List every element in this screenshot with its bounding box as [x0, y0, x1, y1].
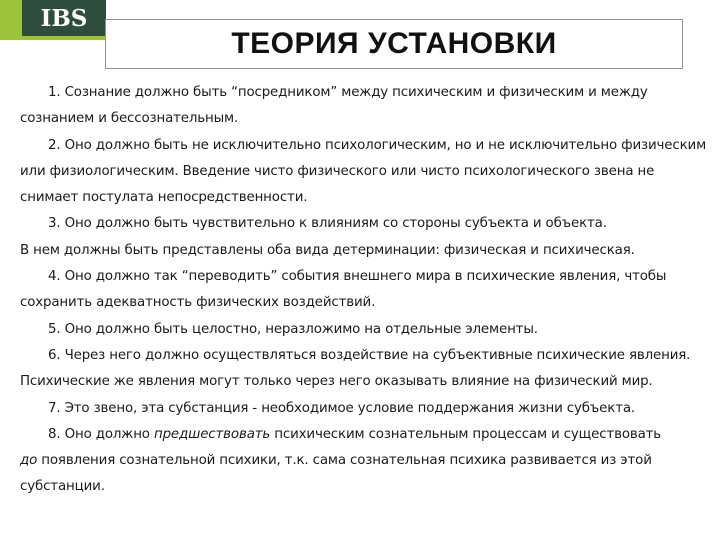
slide-title: ТЕОРИЯ УСТАНОВКИ — [231, 27, 557, 60]
paragraph-9-emphasis: до — [20, 453, 38, 469]
paragraph-3: 3. Оно должно быть чувствительно к влияниям со стороны субъекта и объекта. — [48, 216, 607, 232]
title-box — [105, 19, 683, 69]
logo-text: IBS — [22, 0, 106, 36]
paragraph-9 — [20, 448, 712, 501]
paragraph-5: 5. Оно должно быть целостно, неразложимо на отдельные элементы. — [48, 321, 538, 337]
paragraph-8-text-b: психическим сознательным процессам и существовать — [270, 426, 662, 442]
paragraph-7: 7. Это звено, эта субстанция - необходимое условие поддержания жизни субъекта. — [48, 400, 636, 416]
paragraph-2: 2. Оно должно быть не исключительно психологическим, но и не исключительно физическим или физиологическим. Введение чисто физического или чисто психологического звена не снимает постулата непосредственности. — [20, 137, 707, 206]
paragraph-3-continuation: В нем должны быть представлены оба вида детерминации: физическая и психическая. — [20, 242, 635, 258]
paragraph-8 — [20, 422, 712, 448]
logo-underline — [22, 36, 106, 40]
slide-content — [20, 80, 712, 501]
logo-green-bar — [0, 0, 22, 40]
paragraph-8-emphasis: предшествовать — [153, 426, 271, 442]
paragraph-6: 6. Через него должно осуществляться воздействие на субъективные психические явления. — [48, 347, 691, 363]
paragraph-6-continuation: Психические же явления могут только через него оказывать влияние на физический мир. — [20, 374, 653, 390]
company-logo — [0, 0, 106, 40]
paragraph-1: 1. Сознание должно быть “посредником” между психическим и физическим и между сознанием и бессознательным. — [20, 85, 648, 127]
paragraph-8-text-a: 8. Оно должно — [48, 426, 154, 442]
paragraph-9-text: появления сознательной психики, т.к. сама сознательная психика развивается из этой субстанции. — [20, 453, 652, 495]
paragraph-4: 4. Оно должно так “переводить” события внешнего мира в психические явления, чтобы сохранить адекватность физических воздействий. — [20, 269, 667, 311]
